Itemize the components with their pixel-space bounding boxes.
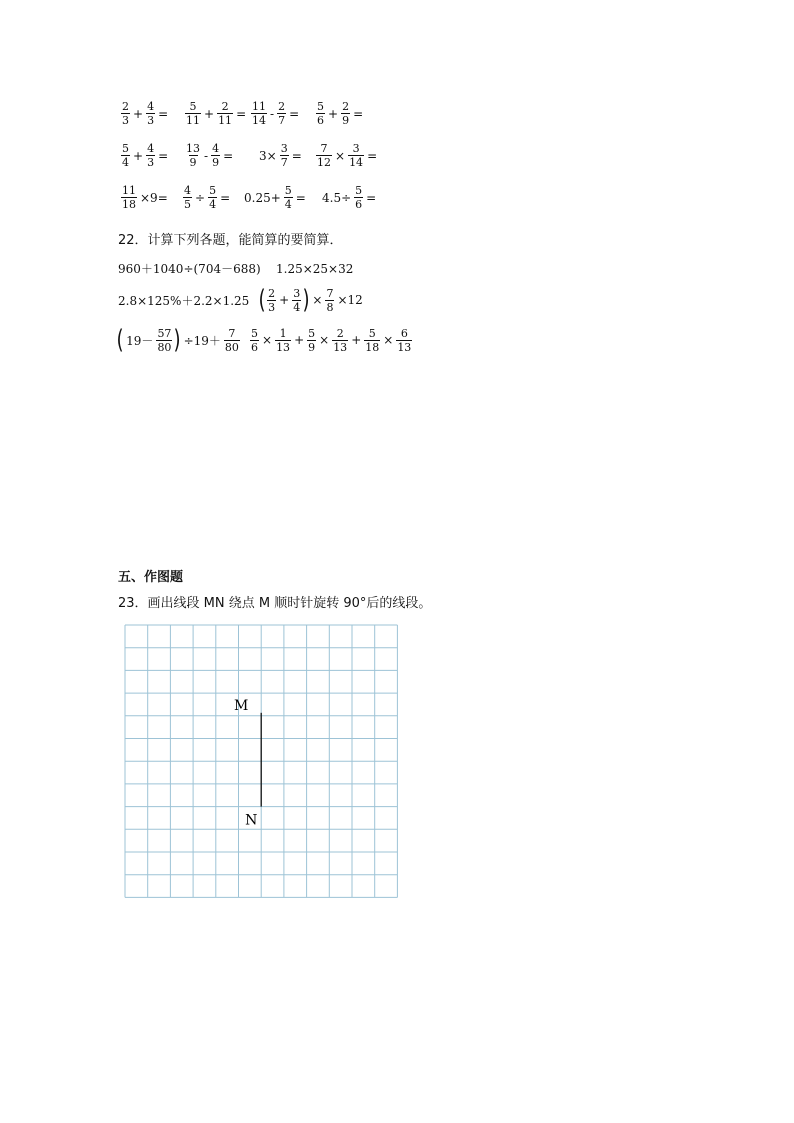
oral-item: $\frac{5}{11}$ + $\frac{2}{11}$ = <box>186 100 247 127</box>
fraction: $\frac{2}{9}$ <box>342 100 350 127</box>
fraction: $\frac{5}{9}$ <box>308 326 316 354</box>
fraction: $\frac{5}{4}$ <box>284 184 292 211</box>
point-n-label: N <box>245 812 258 829</box>
fraction: $\frac{5}{6}$ <box>251 326 258 354</box>
fraction: $\frac{5}{4}$ <box>122 142 129 169</box>
fraction: $\frac{5}{6}$ <box>355 184 363 211</box>
oral-item: 0.25+ $\frac{5}{4}$ = <box>244 184 306 211</box>
oral-item: $\frac{11}{14}$ - $\frac{2}{7}$ = <box>252 100 300 127</box>
oral-item: $\frac{13}{9}$ - $\frac{4}{9}$ = <box>186 142 234 169</box>
q22-line-1 <box>118 260 353 277</box>
fraction: $\frac{3}{7}$ <box>280 142 288 169</box>
fraction: $\frac{11}{18}$ <box>122 184 136 211</box>
fraction: $\frac{6}{13}$ <box>397 326 412 354</box>
oral-item: 4.5÷ $\frac{5}{6}$ = <box>322 184 377 211</box>
oral-item: $\frac{2}{3}$ + $\frac{4}{3}$ = <box>122 100 169 127</box>
fraction: $\frac{4}{3}$ <box>147 142 155 169</box>
fraction: $\frac{2}{3}$ <box>122 100 129 127</box>
fraction: $\frac{5}{18}$ <box>365 326 380 354</box>
fraction: $\frac{4}{9}$ <box>212 142 220 169</box>
drawing-grid[interactable] <box>122 622 402 902</box>
oral-row-3 <box>120 185 378 210</box>
fraction: $\frac{2}{7}$ <box>278 100 286 127</box>
fraction: $\frac{11}{14}$ <box>252 100 266 127</box>
fraction: $\frac{5}{6}$ <box>317 100 324 127</box>
q22-expression-5: ( 19－ $\frac{57}{80}$ ) ÷19＋ $\frac{7}{80}$ <box>116 325 239 355</box>
section-5-title: 五、作图题 <box>118 570 184 585</box>
oral-item: $\frac{5}{6}$ + $\frac{2}{9}$ = <box>317 100 364 127</box>
fraction: $\frac{4}{3}$ <box>147 100 155 127</box>
oral-row-1 <box>120 101 365 126</box>
fraction: $\frac{7}{8}$ <box>326 286 334 314</box>
q22-expression-2: 1.25×25×32 <box>276 261 354 276</box>
fraction: $\frac{7}{12}$ <box>317 142 331 169</box>
fraction: $\frac{7}{80}$ <box>224 326 239 354</box>
oral-row-2 <box>120 143 379 168</box>
oral-item: 3× $\frac{3}{7}$ = <box>259 142 302 169</box>
fraction: $\frac{2}{11}$ <box>218 100 233 127</box>
oral-item: $\frac{7}{12}$ × $\frac{3}{14}$ = <box>317 142 378 169</box>
q22-expression-1: 960＋1040÷(704－688) <box>118 262 261 276</box>
fraction: $\frac{13}{9}$ <box>186 142 200 169</box>
fraction: $\frac{2}{3}$ <box>268 286 276 314</box>
q22-expression-6: $\frac{5}{6}$ × $\frac{1}{13}$ + $\frac{5}{9}$ × $\frac{2}{13}$ + $\frac{5}{18}$ × $\frac{6}{13}$ <box>251 326 412 354</box>
question-22-title: 22．计算下列各题，能简算的要简算． <box>118 233 343 248</box>
fraction: $\frac{57}{80}$ <box>157 326 172 354</box>
fraction: $\frac{3}{14}$ <box>349 142 364 169</box>
q22-expression-4: ( $\frac{2}{3}$ + $\frac{3}{4}$ ) × $\frac{7}{8}$ ×12 <box>258 285 363 315</box>
q22-line-2 <box>118 287 365 313</box>
fraction: $\frac{1}{13}$ <box>276 326 291 354</box>
oral-item: $\frac{4}{5}$ ÷ $\frac{5}{4}$ = <box>184 184 231 211</box>
q22-line-3 <box>116 327 413 353</box>
fraction: $\frac{2}{13}$ <box>333 326 348 354</box>
fraction: $\frac{5}{4}$ <box>209 184 217 211</box>
oral-item: $\frac{5}{4}$ + $\frac{4}{3}$ = <box>122 142 169 169</box>
oral-item: $\frac{11}{18}$ ×9= <box>122 184 168 211</box>
question-23-title: 23．画出线段 MN 绕点 M 顺时针旋转 90°后的线段。 <box>118 596 432 611</box>
q22-expression-3: 2.8×125%＋2.2×1.25 <box>118 293 250 308</box>
fraction: $\frac{4}{5}$ <box>184 184 191 211</box>
fraction: $\frac{5}{11}$ <box>186 100 200 127</box>
point-m-label: M <box>234 697 249 714</box>
fraction: $\frac{3}{4}$ <box>293 286 301 314</box>
